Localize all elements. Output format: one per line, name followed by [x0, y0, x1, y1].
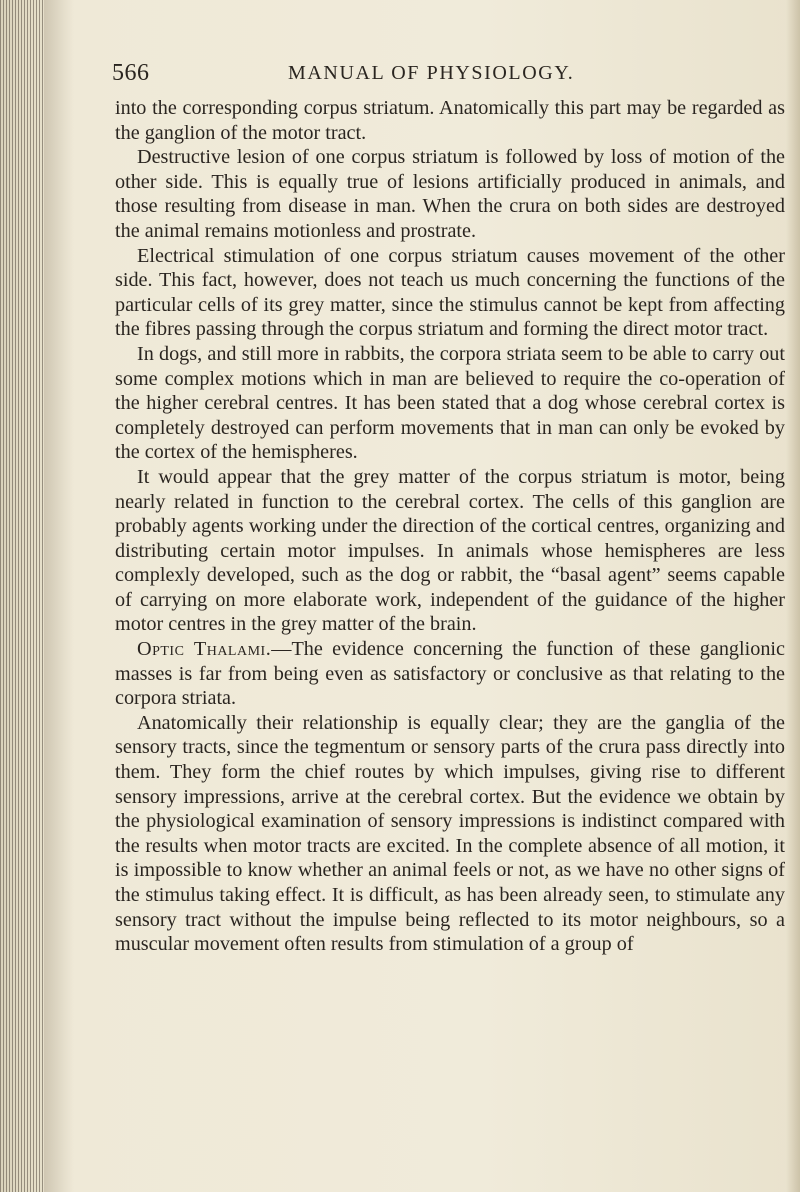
binding-gutter	[0, 0, 44, 1192]
paragraph-anatomically: Anatomically their relationship is equally clear; they are the ganglia of the sensory tracts, since the tegmentum or sensory parts of the crura pass directly into them. They form the chief routes by which impulses, giving rise to different sensory impressions, arrive at the cerebral cortex. But the evidence we obtain by the physiological examination of sensory impressions is indistinct compared with the results when motor tracts are excited. In the complete absence of all motion, it is impossible to know whether an animal feels or not, as we have no other signs of the stimulus taking effect. It is difficult, as has been already seen, to stimulate any sensory tract without the impulse being reflected to its motor neighbours, so a muscular movement often results from stimulation of a group of	[115, 711, 785, 956]
page-number: 566	[112, 60, 150, 86]
paragraph-destructive-lesion: Destructive lesion of one corpus striatum is followed by loss of motion of the other side. This is equally true of lesions artificially produced in animals, and those resulting from disease in man. When the crura on both sides are destroyed the animal remains motionless and prostrate.	[115, 146, 785, 242]
paragraph-optic-thalami-text: —The evidence concerning the function of these ganglionic masses is far from being even as satisfactory or conclusive as that relating to the corpora striata.	[115, 638, 785, 710]
gutter-shadow	[44, 0, 74, 1192]
paragraph-electrical-stimulation: Electrical stimulation of one corpus striatum causes movement of the other side. This fact, however, does not teach us much concerning the functions of the particular cells of its grey matter, since the stimulus cannot be kept from affecting the fibres passing through the corpus striatum and forming the direct motor tract.	[115, 244, 785, 341]
body-text	[115, 96, 785, 957]
running-head	[112, 60, 780, 90]
paragraph-continuation: into the corresponding corpus striatum. Anatomically this part may be regarded as the ganglion of the motor tract.	[115, 97, 785, 144]
paragraph-optic-thalami	[115, 637, 785, 711]
paragraph-dogs-rabbits: In dogs, and still more in rabbits, the corpora striata seem to be able to carry out some complex motions which in man are believed to require the co-operation of the higher cerebral centres. It has been stated that a dog whose cerebral cortex is completely destroyed can perform movements that in man can only be evoked by the cortex of the hemispheres.	[115, 342, 785, 464]
section-heading: Optic Thalami.	[137, 638, 272, 661]
running-title: MANUAL OF PHYSIOLOGY.	[288, 62, 575, 84]
page-edge-shadow	[786, 0, 800, 1192]
paragraph-grey-matter: It would appear that the grey matter of the corpus striatum is motor, being nearly related in function to the cerebral cortex. The cells of this ganglion are probably agents working under the direction of the cortical centres, organizing and distributing certain motor impulses. In animals whose hemispheres are less complexly developed, such as the dog or rabbit, the “basal agent” seems capable of carrying on more elaborate work, independent of the guidance of the higher motor centres in the grey matter of the brain.	[115, 465, 785, 636]
